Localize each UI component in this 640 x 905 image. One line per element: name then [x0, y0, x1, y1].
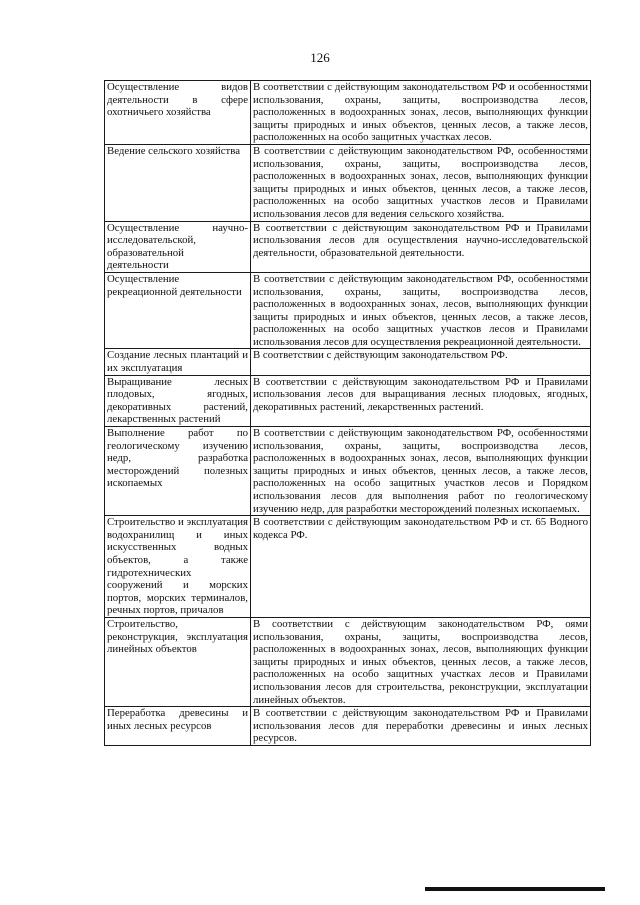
page-number: 126: [310, 50, 330, 65]
table-row: [105, 516, 591, 618]
table-row: [105, 81, 591, 145]
forest-use-table: [104, 80, 591, 746]
activity-cell: Выращивание лесных плодовых, ягодных, декоративных растений, лекарственных растений: [105, 375, 251, 426]
requirements-cell: В соответствии с действующим законодательством РФ, особенностями использования, охраны, защиты, воспроизводства лесов, расположенных в водоохранных зонах, лесов, выполняющих функции защиты природных и иных объектов, ценных лесов, а также лесов, расположенных на особо защитных участков лесов и Правилами использования лесов для ведения сельского хозяйства.: [251, 144, 591, 221]
table-row: [105, 427, 591, 516]
bottom-rule: [425, 887, 605, 891]
table-row: [105, 349, 591, 375]
requirements-cell: В соответствии с действующим законодательством РФ и ст. 65 Водного кодекса РФ.: [251, 516, 591, 618]
activity-cell: Выполнение работ по геологическому изучению недр, разработка месторождений полезных ископаемых: [105, 427, 251, 516]
requirements-cell: В соответствии с действующим законодательством РФ и особенностями использования, охраны, защиты, воспроизводства лесов, расположенных в водоохранных зонах, лесов, выполняющих функции защиты природных и иных объектов, ценных лесов, а также лесов, расположенных на особо защитных участках лесов.: [251, 81, 591, 145]
table-row: [105, 375, 591, 426]
activity-cell: Строительство, реконструкция, эксплуатация линейных объектов: [105, 617, 251, 706]
activity-cell: Осуществление научно-исследовательской, образовательной деятельности: [105, 221, 251, 272]
activity-cell: Осуществление видов деятельности в сфере охотничьего хозяйства: [105, 81, 251, 145]
activity-cell: Ведение сельского хозяйства: [105, 144, 251, 221]
requirements-cell: В соответствии с действующим законодательством РФ, особенностями использования, охраны, защиты, воспроизводства лесов, расположенных в водоохранных зонах, лесов, выполняющих функции защиты природных и иных объектов, ценных лесов, а также лесов, расположенных на особо защитных участков лесов и Правилами использования лесов для осуществления рекреационной деятельности.: [251, 272, 591, 349]
requirements-cell: В соответствии с действующим законодательством РФ, особенностями использования, охраны, защиты, воспроизводства лесов, расположенных в водоохранных зонах, лесов, выполняющих функции защиты природных и иных объектов, ценных лесов, а также лесов, расположенных на особо защитных участков лесов и Порядком использования лесов для выполнения работ по геологическому изучению недр, для разработки месторождений полезных ископаемых.: [251, 427, 591, 516]
requirements-cell: В соответствии с действующим законодательством РФ и Правилами использования лесов для осуществления научно-исследовательской деятельности, образовательной деятельности.: [251, 221, 591, 272]
requirements-cell: В соответствии с действующим законодательством РФ, оями использования, охраны, защиты, воспроизводства лесов, расположенных в водоохранных зонах, лесов, выполняющих функции защиты природных и иных объектов, ценных лесов, а также лесов, расположенных на особо защитных участках лесов и Правилами использования лесов для строительства, реконструкции, эксплуатации линейных объектов.: [251, 617, 591, 706]
table-row: [105, 144, 591, 221]
activity-cell: Создание лесных плантаций и их эксплуатация: [105, 349, 251, 375]
table-row: [105, 617, 591, 706]
requirements-cell: В соответствии с действующим законодательством РФ и Правилами использования лесов для переработки древесины и иных лесных ресурсов.: [251, 707, 591, 746]
table-row: [105, 272, 591, 349]
activity-cell: Осуществление рекреационной деятельности: [105, 272, 251, 349]
activity-cell: Переработка древесины и иных лесных ресурсов: [105, 707, 251, 746]
table-body: [105, 81, 591, 746]
requirements-cell: В соответствии с действующим законодательством РФ и Правилами использования лесов для выращивания лесных плодовых, ягодных, декоративных растений, лекарственных растений.: [251, 375, 591, 426]
requirements-cell: В соответствии с действующим законодательством РФ.: [251, 349, 591, 375]
table-row: [105, 707, 591, 746]
activity-cell: Строительство и эксплуатация водохранилищ и иных искусственных водных объектов, а также гидротехнических сооружений и морских портов, морских терминалов, речных портов, причалов: [105, 516, 251, 618]
table-row: [105, 221, 591, 272]
